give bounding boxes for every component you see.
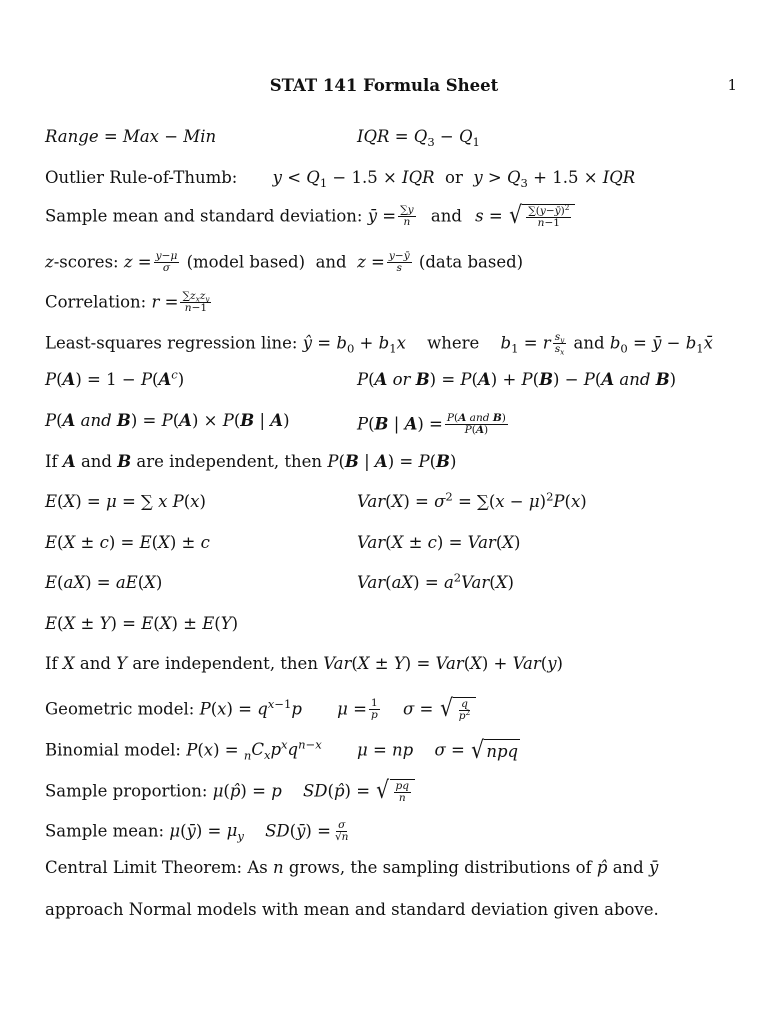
indep-then-label: are independent, then (136, 452, 323, 471)
formula-expected-shift: E(X ± c) = E(X) ± c (45, 533, 210, 552)
formula-variance-shift: Var(X ± c) = Var(X) (357, 533, 521, 552)
geometric-label: Geometric model: (45, 699, 195, 719)
and-word: and (315, 252, 347, 272)
if-word: If (45, 654, 58, 673)
formula-variance-sum: If X and Y are independent, then Var(X ± Y) = Var(X) + Var(y) (45, 654, 563, 673)
model-based-label: (model based) (186, 252, 306, 272)
and-word: and (573, 333, 605, 353)
outlier-label: Outlier Rule-of-Thumb: (45, 168, 238, 187)
formula-variance: $Var(X) = \sigma^2 = \sum(x - \mu)^2P(x)$ (357, 489, 587, 511)
data-based-label: (data based) (418, 252, 524, 272)
and-word: and (79, 654, 111, 673)
formula-sample-mean: Sample mean: μ(ȳ) = $\mu_y$ SD(ȳ) = $\frac{\sigma}{√n}$ (45, 819, 349, 844)
correlation-label: Correlation: (45, 292, 147, 312)
or-word: or (445, 168, 463, 187)
sample-mean-label: Sample mean: (45, 821, 165, 841)
formula-z-scores: z-scores: z = $\frac{y-\mu}{\sigma}$ (model based) and z = $\frac{y-ȳ}{s}$ (data based) (45, 250, 524, 275)
formula-variance-scale: $Var(aX) = a^2Var(X)$ (357, 570, 514, 592)
sample-mean-sd-label: Sample mean and standard deviation: (45, 206, 363, 226)
binomial-label: Binomial model: (45, 740, 181, 760)
formula-lsrl: Least-squares regression line: ŷ = $b_0 + b_1x$ where $b_1 = r$ $\frac{s_y}{s_x}$ and $b_0$ = ȳ − $b_1x̄$ (45, 331, 713, 357)
formula-geometric: Geometric model: $P(x) = q^{x-1}p$ μ = $\frac{1}{p}$ σ = √ $\frac{q}{p^2}$ (45, 697, 476, 723)
formula-expected-sum: E(X ± Y) = E(X) ± E(Y) (45, 614, 239, 633)
zscores-label: -scores: (53, 252, 119, 272)
page-number: 1 (727, 76, 737, 94)
formula-sample-mean-sd: Sample mean and standard deviation: ȳ = $\frac{\sum y}{n}$ and s = √ $\frac{\sum(y-ȳ)^2}{n-1}$ (45, 204, 575, 230)
formula-iqr: IQR = $Q_3 - Q_1$ (357, 127, 480, 150)
formula-binomial: Binomial model: $P(x) = _nC_xp^xq^{n-x}$ μ = np σ = √ npq (45, 736, 519, 764)
formula-union: P(A or B) = P(A) + P(B) − P(A and B) (357, 370, 677, 389)
and-word: and (612, 858, 644, 877)
formula-range: Range = Max − Min (45, 127, 217, 146)
formula-sample-proportion: Sample proportion: μ(p̂) = p SD(p̂) = √ $\frac{pq}{n}$ (45, 779, 415, 805)
clt-line-2: approach Normal models with mean and standard deviation given above. (45, 900, 659, 919)
formula-outlier-rule: Outlier Rule-of-Thumb: $y < Q_1 - 1.5$ × IQR or $y > Q_3 + 1.5$ × IQR (45, 168, 636, 191)
formula-expected-value: E(X) = μ = ∑ x P(x) (45, 492, 206, 511)
lsrl-label: Least-squares regression line: (45, 333, 298, 353)
clt-line-1: Central Limit Theorem: As n grows, the sampling distributions of p̂ and ȳ (45, 858, 659, 877)
and-word: and (430, 206, 462, 226)
if-word: If (45, 452, 58, 471)
formula-independence: If A and B are independent, then P(B | A) = P(B) (45, 452, 457, 471)
formula-conditional: P(B | A) = $\frac{\text{P(A and B)}}{P(A)}$ (357, 412, 506, 437)
where-word: where (427, 333, 480, 353)
indep-then-label: are independent, then (132, 654, 318, 673)
page-header (0, 76, 768, 98)
page-title: STAT 141 Formula Sheet (269, 76, 499, 95)
and-word: and (80, 452, 112, 471)
clt-prefix: Central Limit Theorem: As (45, 858, 268, 877)
formula-expected-scale: E(aX) = aE(X) (45, 573, 163, 592)
formula-complement: $P(A) = 1 - P(A^c)$ (45, 367, 185, 389)
formula-multiplication: P(A and B) = P(A) × P(B | A) (45, 411, 290, 430)
sample-proportion-label: Sample proportion: (45, 781, 208, 801)
clt-mid: grows, the sampling distributions of (288, 858, 592, 877)
formula-correlation: Correlation: r = $\frac{\sum z_xz_y}{n-1}$ (45, 290, 210, 315)
